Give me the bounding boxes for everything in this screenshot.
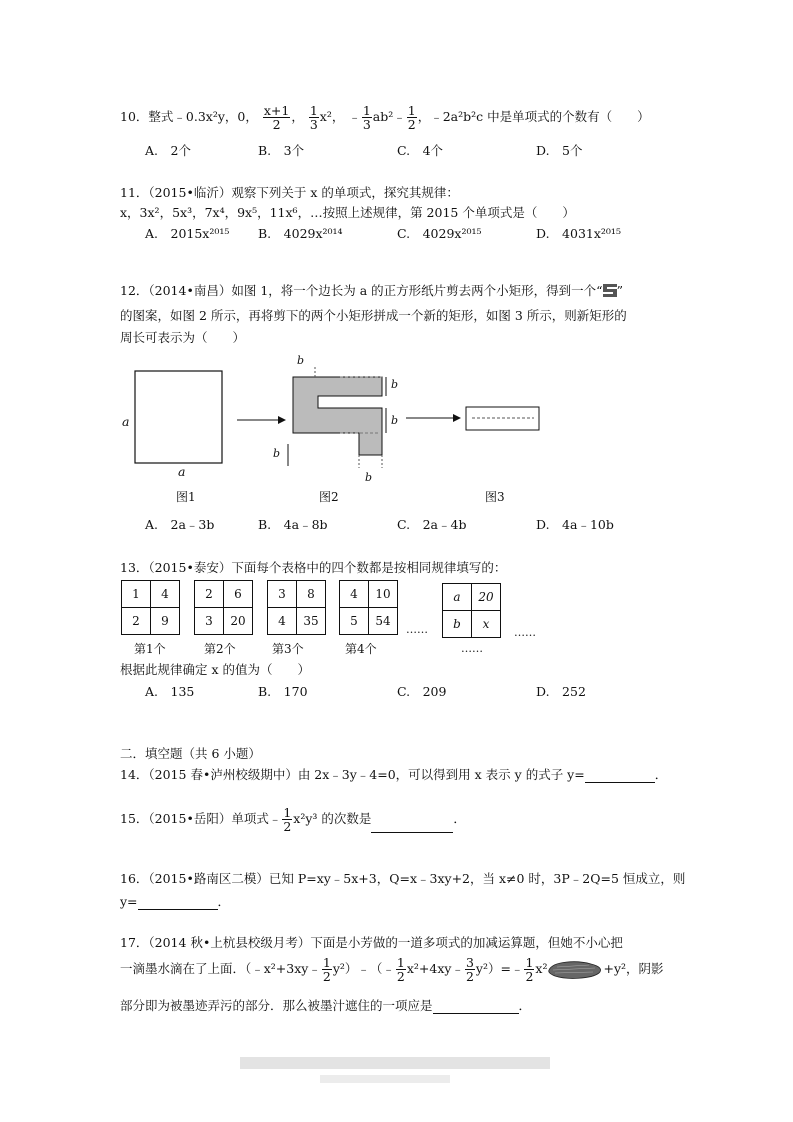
fraction: $\frac{1}{3}$ xyxy=(309,103,318,133)
q10-option-b[interactable]: B. 3个 xyxy=(258,143,305,158)
q13-ellipsis: …… xyxy=(461,642,483,655)
q12-option-c[interactable]: C. 2a﹣4b xyxy=(397,517,467,532)
section-heading-fill-in: 二．填空题（共 6 小题） xyxy=(120,746,261,761)
q13-table-1: 1 4 2 9 xyxy=(121,580,180,635)
q13-caption-1: 第1个 xyxy=(134,642,166,656)
q13-ellipsis: …… xyxy=(514,626,536,639)
q17-stem: 17．（2014 秋•上杭县校级月考）下面是小芳做的一道多项式的加减运算题，但她不小心把 xyxy=(120,935,623,950)
figure3-caption: 图3 xyxy=(485,490,505,504)
fraction: $\frac{1}{2}$ xyxy=(283,805,292,835)
figure1-square xyxy=(135,371,222,463)
q16-answer-blank[interactable] xyxy=(138,897,218,910)
fig2-label-b: b xyxy=(391,414,399,427)
q11-sequence: x，3x²，5x³，7x⁴，9x⁵，11x⁶，…按照上述规律，第 2015 个单项式是（ ） xyxy=(120,205,575,220)
q15-answer-blank[interactable] xyxy=(371,820,453,833)
q14-stem: 14．（2015 春•泸州校级期中）由 2x﹣3y﹣4=0，可以得到用 x 表示 y 的式子 y= ． xyxy=(120,767,668,782)
q11-stem: 11．（2015•临沂）观察下列关于 x 的单项式，探究其规律： xyxy=(120,185,459,200)
figure1-caption: 图1 xyxy=(176,490,196,504)
q11-option-b[interactable]: B. 4029x²⁰¹⁴ xyxy=(258,226,343,241)
q13-table-general: a 20 b x xyxy=(442,583,501,638)
q13-table-3: 3 8 4 35 xyxy=(267,580,326,635)
q14-answer-blank[interactable] xyxy=(585,770,655,783)
footer-watermark xyxy=(240,1057,550,1069)
q13-caption-3: 第3个 xyxy=(272,642,304,656)
q11-option-d[interactable]: D. 4031x²⁰¹⁵ xyxy=(536,226,621,241)
q11-option-a[interactable]: A. 2015x²⁰¹⁵ xyxy=(145,226,230,241)
fig1-bottom-label: a xyxy=(178,464,186,479)
fraction: $\frac{x+1}{2}$ xyxy=(263,103,290,133)
q12-stem-line3: 周长可表示为（ ） xyxy=(120,330,246,345)
q10-option-d[interactable]: D. 5个 xyxy=(536,143,583,158)
s-shape-icon xyxy=(603,284,617,297)
fraction: $\frac{3}{2}$ xyxy=(465,955,474,985)
fraction: $\frac{1}{2}$ xyxy=(322,955,331,985)
fraction: $\frac{1}{3}$ xyxy=(362,103,371,133)
q10-lead: 10．整式﹣0.3x²y，0， xyxy=(120,109,258,125)
fraction: $\frac{1}{2}$ xyxy=(407,103,416,133)
q12-option-b[interactable]: B. 4a﹣8b xyxy=(258,517,328,532)
q15-stem: 15．（2015•岳阳）单项式﹣ $\frac{1}{2}$ x²y³ 的次数是 ． xyxy=(120,805,466,835)
figure2-caption: 图2 xyxy=(319,490,339,504)
q13-caption-4: 第4个 xyxy=(345,642,377,656)
q13-option-a[interactable]: A. 135 xyxy=(145,684,195,699)
figure2-s-shape xyxy=(293,377,382,455)
q10-option-a[interactable]: A. 2个 xyxy=(145,143,191,158)
q16-stem: 16．（2015•路南区二模）已知 P=xy﹣5x+3，Q=x﹣3xy+2，当 x≠0 时，3P﹣2Q=5 恒成立，则 xyxy=(120,871,686,886)
q12-option-a[interactable]: A. 2a﹣3b xyxy=(145,517,215,532)
fig2-label-b: b xyxy=(273,447,281,460)
q13-stem: 13．（2015•泰安）下面每个表格中的四个数都是按相同规律填写的： xyxy=(120,560,507,575)
q17-answer-blank[interactable] xyxy=(433,1001,519,1014)
q13-table-4: 4 10 5 54 xyxy=(339,580,398,635)
q13-ellipsis: …… xyxy=(406,623,428,636)
q11-option-c[interactable]: C. 4029x²⁰¹⁵ xyxy=(397,226,482,241)
q13-option-d[interactable]: D. 252 xyxy=(536,684,586,699)
q10-option-c[interactable]: C. 4个 xyxy=(397,143,444,158)
arrow-2-head xyxy=(453,414,461,422)
q10-stem: 10．整式﹣0.3x²y，0， $\frac{x+1}{2}$ ， $\frac{1}{3}$ x²， ﹣ $\frac{1}{3}$ ab²﹣ $\frac{1}{2}$ ，﹣2a²b²c 中是单项式的个数有（ ） xyxy=(120,103,650,133)
fig2-label-b: b xyxy=(391,378,399,391)
q16-stem-line2: y= ． xyxy=(120,894,231,909)
q13-table-2: 2 6 3 20 xyxy=(194,580,253,635)
footer-watermark xyxy=(320,1075,450,1083)
q12-stem-line2: 的图案，如图 2 所示，再将剪下的两个小矩形拼成一个新的矩形，如图 3 所示，则新矩形的 xyxy=(120,308,627,323)
q12-option-d[interactable]: D. 4a﹣10b xyxy=(536,517,614,532)
q17-stem-line3: 部分即为被墨迹弄污的部分．那么被墨汁遮住的一项应是 ． xyxy=(120,998,532,1013)
arrow-1-head xyxy=(278,416,286,424)
q12-stem-line1: 12．（2014•南昌）如图 1，将一个边长为 a 的正方形纸片剪去两个小矩形，得到一个“ ” xyxy=(120,283,623,298)
fig1-side-label: a xyxy=(122,414,130,429)
fraction: $\frac{1}{2}$ xyxy=(396,955,405,985)
fig2-label-b: b xyxy=(365,471,373,484)
ink-blot-icon xyxy=(547,959,603,981)
q13-option-b[interactable]: B. 170 xyxy=(258,684,308,699)
q12-figures xyxy=(110,350,560,480)
q13-caption-2: 第2个 xyxy=(204,642,236,656)
q17-equation-line: 一滴墨水滴在了上面．（﹣x²+3xy﹣ $\frac{1}{2}$ y²）﹣（﹣ $\frac{1}{2}$ x²+4xy﹣ $\frac{3}{2}$ y²）=﹣ $\frac{1}{2}$ x² +y²，阴影 xyxy=(120,955,664,985)
q13-question: 根据此规律确定 x 的值为（ ） xyxy=(120,662,310,677)
q13-option-c[interactable]: C. 209 xyxy=(397,684,447,699)
fraction: $\frac{1}{2}$ xyxy=(525,955,534,985)
fig2-label-b: b xyxy=(297,354,305,367)
